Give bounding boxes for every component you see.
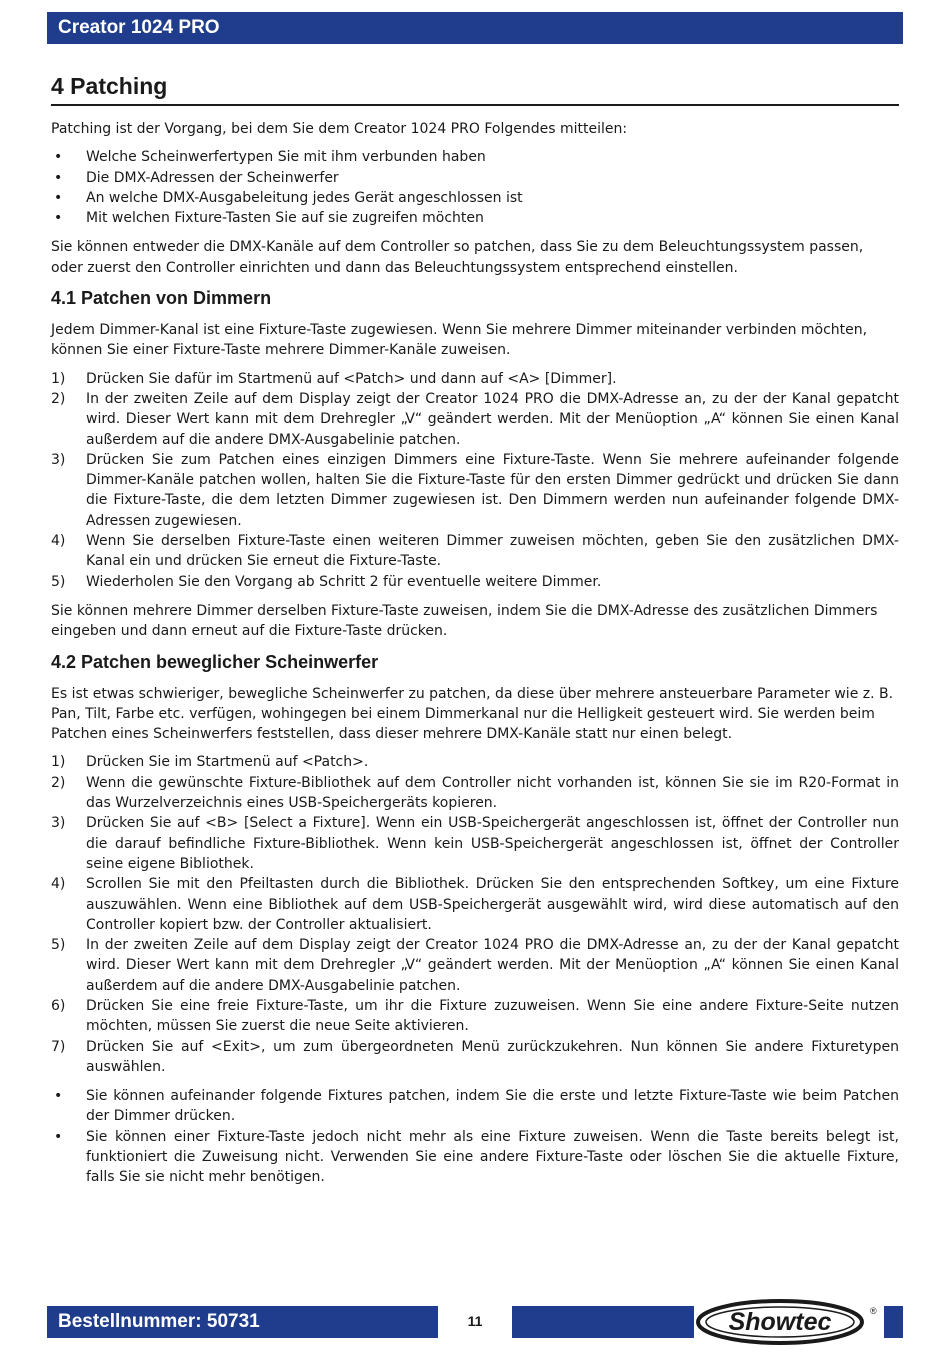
page-number: 11 <box>438 1306 512 1338</box>
step-item: 1) Drücken Sie dafür im Startmenü auf <Patch> und dann auf <A> [Dimmer]. <box>51 370 617 387</box>
bullet-icon: • <box>54 1088 63 1105</box>
step-item: 3) Drücken Sie auf <B> [Select a Fixture]. Wenn ein USB-Speichergerät angeschlossen ist, öffnet der Controller nun die darauf befindliche Fixture-Bibliothek. Wenn kein USB-Speichergerät angeschlossen ist, öffnet der Controller seine eigene Bibliothek. <box>51 815 899 872</box>
step-item: 2) In der zweiten Zeile auf dem Display zeigt der Creator 1024 PRO die DMX-Adresse an, zu der der Kanal gepatcht wird. Dieser Wert kann mit dem Drehregler „V“ geändert werden. Mit der Menüoption „A“ können Sie einen Kanal außerdem auf die andere DMX-Ausgabelinie patchen. <box>51 390 899 448</box>
step-item: 7) Drücken Sie auf <Exit>, um zum übergeordneten Menü zurückzukehren. Nun können Sie andere Fixturetypen auswählen. <box>51 1038 899 1075</box>
list-item: • Die DMX-Adressen der Scheinwerfer <box>51 168 899 188</box>
step-item: 6) Drücken Sie eine freie Fixture-Taste, um ihr die Fixture zuzuweisen. Wenn Sie eine andere Fixture-Seite nutzen möchten, müssen Sie zuerst die neue Seite aktivieren. <box>51 997 899 1035</box>
subsection-title-moving-heads: 4.2 Patchen beweglicher Scheinwerfer <box>51 651 379 672</box>
subsection-title-dimmers: 4.1 Patchen von Dimmern <box>51 288 272 309</box>
bullet-icon: • <box>54 149 63 166</box>
step-item: 2) Wenn die gewünschte Fixture-Bibliothek auf dem Controller nicht vorhanden ist, können Sie sie im R20-Format in das Wurzelverzeichnis eines USB-Speichergeräts kopieren. <box>51 774 899 812</box>
svg-text:®: ® <box>870 1306 877 1316</box>
order-number: Bestellnummer: 50731 <box>58 1311 260 1332</box>
step-item: 4) Wenn Sie derselben Fixture-Taste einen weiteren Dimmer zuweisen möchten, geben Sie den zusätzlichen DMX-Kanal ein und drücken Sie erneut die Fixture-Taste. <box>51 533 899 570</box>
subsection-intro-moving-heads: Es ist etwas schwieriger, bewegliche Scheinwerfer zu patchen, da diese über mehrere ansteuerbare Parameter wie z. B. Pan, Tilt, Farbe etc. verfügen, wohingegen bei einem Dimmerkanal nur die Helligkeit gesteuert wird. Sie werden beim Patchen eines Scheinwerfers feststellen, dass dieser mehrere DMX-Kanäle statt nur einen belegt. <box>51 685 894 743</box>
subsection-intro-dimmers: Jedem Dimmer-Kanal ist eine Fixture-Taste zugewiesen. Wenn Sie mehrere Dimmer miteinander verbinden möchten, können Sie einer Fixture-Taste mehrere Dimmer-Kanäle zuweisen. <box>51 322 868 359</box>
moving-head-steps-list <box>51 752 899 1077</box>
list-item: • Sie können einer Fixture-Taste jedoch nicht mehr als eine Fixture zuweisen. Wenn die Taste bereits belegt ist, funktioniert die Zuweisung nicht. Verwenden Sie eine andere Fixture-Taste oder löschen Sie die aktuelle Fixture, falls Sie sie nicht mehr benötigen. <box>54 1128 899 1186</box>
bullet-icon: • <box>54 1128 63 1145</box>
step-item: 1) Drücken Sie im Startmenü auf <Patch>. <box>51 754 369 771</box>
showtec-logo <box>694 1298 884 1346</box>
logo-text: Showtec <box>728 1308 832 1336</box>
showtec-logo-icon <box>694 1298 884 1346</box>
step-item: 3) Drücken Sie zum Patchen eines einzigen Dimmers eine Fixture-Taste. Wenn Sie mehrere aufeinander folgende Dimmer-Kanäle patchen wollen, halten Sie die Fixture-Taste für den ersten Dimmer gedrückt und drücken Sie dann die Fixture-Taste, die dem letzten Dimmer zugewiesen ist. Den Dimmern werden nun aufeinander folgende DMX-Adressen zugewiesen. <box>51 451 899 529</box>
bullet-icon: • <box>54 169 63 186</box>
list-item: • An welche DMX-Ausgabeleitung jedes Gerät angeschlossen ist <box>51 188 899 208</box>
step-item: 5) In der zweiten Zeile auf dem Display zeigt der Creator 1024 PRO die DMX-Adresse an, zu der der Kanal gepatcht wird. Dieser Wert kann mit dem Drehregler „V“ geändert werden. Mit der Menüoption „A“ können Sie einen Kanal außerdem auf die andere DMX-Ausgabelinie patchen. <box>51 937 899 994</box>
list-item: • Mit welchen Fixture-Tasten Sie auf sie zugreifen möchten <box>51 208 899 228</box>
section-title: 4 Patching <box>51 70 899 106</box>
subsection-outro-dimmers: Sie können mehrere Dimmer derselben Fixture-Taste zuweisen, indem Sie die DMX-Adresse des zusätzlichen Dimmers eingeben und dann erneut auf die Fixture-Taste drücken. <box>51 602 878 640</box>
bullet-icon: • <box>54 189 63 206</box>
step-item: 4) Scrollen Sie mit den Pfeiltasten durch die Bibliothek. Drücken Sie den entsprechenden Softkey, um eine Fixture auszuwählen. Wenn eine Bibliothek auf dem USB-Speichergerät ausgewählt wird, wird diese automatisch auf den Controller kopiert bzw. der Controller aktualisiert. <box>51 876 899 933</box>
list-item: • Sie können aufeinander folgende Fixtures patchen, indem Sie die erste und letzte Fixture-Taste wie beim Patchen der Dimmer drücken. <box>54 1088 899 1125</box>
section-bullet-list <box>51 147 899 228</box>
dimmer-steps-list <box>51 369 899 592</box>
step-item: 5) Wiederholen Sie den Vorgang ab Schritt 2 für eventuelle weitere Dimmer. <box>51 573 602 590</box>
section-intro: Patching ist der Vorgang, bei dem Sie dem Creator 1024 PRO Folgendes mitteilen: <box>51 121 628 137</box>
moving-head-bullet-list <box>51 1086 899 1187</box>
header-title: Creator 1024 PRO <box>58 17 220 38</box>
page-content <box>51 70 899 1197</box>
list-item: • Welche Scheinwerfertypen Sie mit ihm verbunden haben <box>51 147 899 167</box>
bullet-icon: • <box>54 210 63 227</box>
section-paragraph: Sie können entweder die DMX-Kanäle auf dem Controller so patchen, dass Sie zu dem Beleuchtungssystem passen, oder zuerst den Controller einrichten und dann das Beleuchtungssystem entsprechend einstellen. <box>51 239 864 276</box>
header-bar <box>47 12 903 44</box>
